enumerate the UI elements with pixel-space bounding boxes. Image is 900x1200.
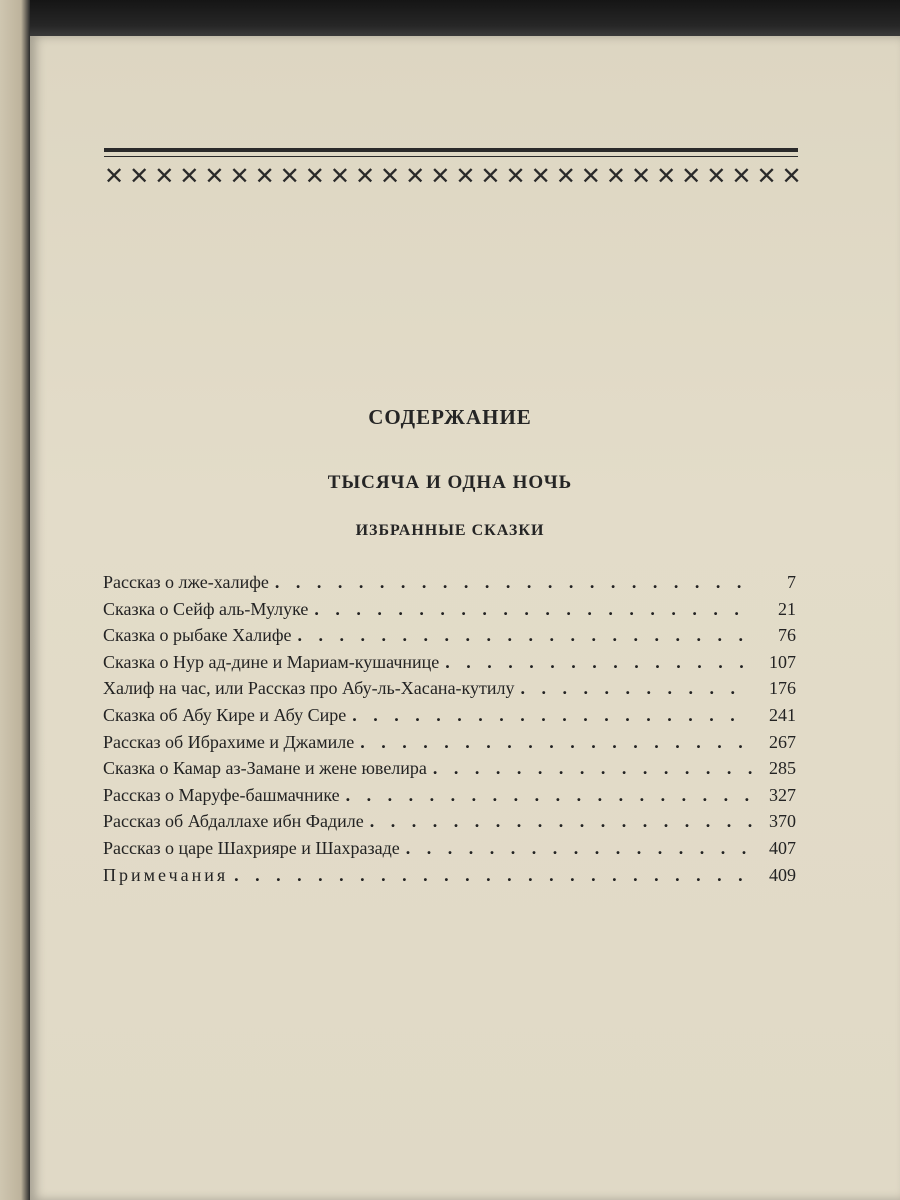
book-cover-edge — [30, 0, 900, 36]
toc-entry-page: 407 — [769, 837, 796, 858]
ornament-motif-icon: ✕ — [580, 162, 597, 190]
toc-entry-page: 267 — [769, 731, 796, 752]
ornament-motif-icon: ✕ — [530, 162, 547, 190]
toc-entry-title: Сказка об Абу Кире и Абу Сире — [103, 704, 347, 725]
ornament-motif-icon: ✕ — [756, 162, 773, 190]
toc-entry-page: 21 — [778, 598, 796, 619]
toc-entry-page: 107 — [769, 651, 796, 672]
toc-entry-page: 76 — [778, 625, 796, 646]
ornament-motif-icon: ✕ — [731, 162, 748, 190]
ornament-motif-icon: ✕ — [304, 162, 321, 190]
dot-leader — [521, 678, 752, 699]
toc-entry — [103, 865, 796, 892]
ornament-motif-icon: ✕ — [630, 162, 648, 190]
toc-entry-page: 327 — [769, 784, 796, 805]
decorative-header-border — [104, 148, 798, 194]
toc-entry-title: Рассказ о Маруфе-башмачнике — [103, 784, 340, 805]
section-title: ИЗБРАННЫЕ СКАЗКИ — [355, 522, 545, 539]
toc-entry — [103, 652, 796, 679]
ornament-motif-icon: ✕ — [781, 162, 798, 190]
ornament-motif-icon: ✕ — [354, 162, 372, 190]
toc-entry — [103, 811, 796, 838]
dot-leader — [234, 865, 752, 886]
ornament-motif-icon: ✕ — [204, 162, 221, 190]
dot-leader — [275, 572, 752, 593]
ornament-motif-icon: ✕ — [254, 162, 271, 190]
toc-entry-title: Сказка о Сейф аль-Мулуке — [103, 598, 309, 619]
toc-entry-title: Сказка о Нур ад-дине и Мариам-кушачнице — [103, 651, 440, 672]
dot-leader — [445, 652, 752, 673]
ornament-motif-icon: ✕ — [480, 162, 497, 190]
border-rule-thick — [104, 148, 798, 152]
toc-entry — [103, 785, 796, 812]
dot-leader — [406, 838, 752, 859]
toc-entry-page: 285 — [769, 758, 796, 779]
ornament-motif-icon: ✕ — [229, 162, 246, 190]
toc-entry — [103, 599, 796, 626]
book-title: ТЫСЯЧА И ОДНА НОЧЬ — [327, 472, 573, 493]
ornament-motif-icon: ✕ — [179, 162, 196, 190]
dot-leader — [314, 599, 752, 620]
toc-entry-title: Рассказ об Ибрахиме и Джамиле — [103, 731, 355, 752]
ornament-motif-icon: ✕ — [154, 162, 171, 190]
table-of-contents — [103, 572, 796, 891]
ornament-motif-icon: ✕ — [380, 162, 397, 190]
ornament-motif-icon: ✕ — [505, 162, 522, 190]
toc-entry — [103, 732, 796, 759]
toc-entry-page: 176 — [769, 678, 796, 699]
ornament-motif-icon: ✕ — [279, 162, 296, 190]
toc-entry — [103, 625, 796, 652]
ornament-motif-icon: ✕ — [455, 162, 472, 190]
ornament-motif-icon: ✕ — [104, 162, 121, 190]
dot-leader — [297, 625, 752, 646]
toc-entry — [103, 758, 796, 785]
toc-entry-title: Сказка о рыбаке Халифе — [103, 625, 292, 646]
toc-entry-title: Примечания — [103, 864, 229, 885]
toc-entry-page: 409 — [769, 864, 796, 885]
ornament-motif-icon: ✕ — [555, 162, 572, 190]
toc-entry-title: Рассказ о царе Шахрияре и Шахразаде — [103, 837, 400, 858]
toc-entry — [103, 705, 796, 732]
adjacent-page-edge — [0, 0, 30, 1200]
toc-entry-page: 370 — [769, 811, 796, 832]
dot-leader — [346, 785, 752, 806]
toc-entry — [103, 572, 796, 599]
toc-entry-page: 7 — [787, 572, 796, 592]
ornament-motif-icon: ✕ — [129, 162, 146, 190]
contents-heading: СОДЕРЖАНИЕ — [368, 405, 532, 429]
ornament-motif-icon: ✕ — [706, 162, 723, 190]
ornament-motif-icon: ✕ — [405, 162, 422, 190]
border-rule-thin — [104, 156, 798, 157]
ornament-motif-icon: ✕ — [430, 162, 447, 190]
toc-entry-title: Сказка о Камар аз-Замане и жене ювелира — [103, 758, 427, 779]
toc-entry-title: Халиф на час, или Рассказ про Абу-ль-Хасана-кутилу — [103, 678, 515, 699]
toc-entry — [103, 838, 796, 865]
dot-leader — [433, 758, 752, 779]
dot-leader — [370, 811, 752, 832]
ornament-motif-icon: ✕ — [605, 162, 622, 190]
ornament-motif-icon: ✕ — [681, 162, 698, 190]
ornament-pattern — [104, 160, 798, 192]
ornament-motif-icon: ✕ — [656, 162, 673, 190]
dot-leader — [352, 705, 752, 726]
toc-entry-page: 241 — [769, 704, 796, 725]
toc-entry-title: Рассказ о лже-халифе — [103, 572, 269, 592]
toc-entry-title: Рассказ об Абдаллахе ибн Фадиле — [103, 811, 364, 832]
ornament-motif-icon: ✕ — [329, 162, 346, 190]
toc-entry — [103, 678, 796, 705]
dot-leader — [360, 732, 752, 753]
